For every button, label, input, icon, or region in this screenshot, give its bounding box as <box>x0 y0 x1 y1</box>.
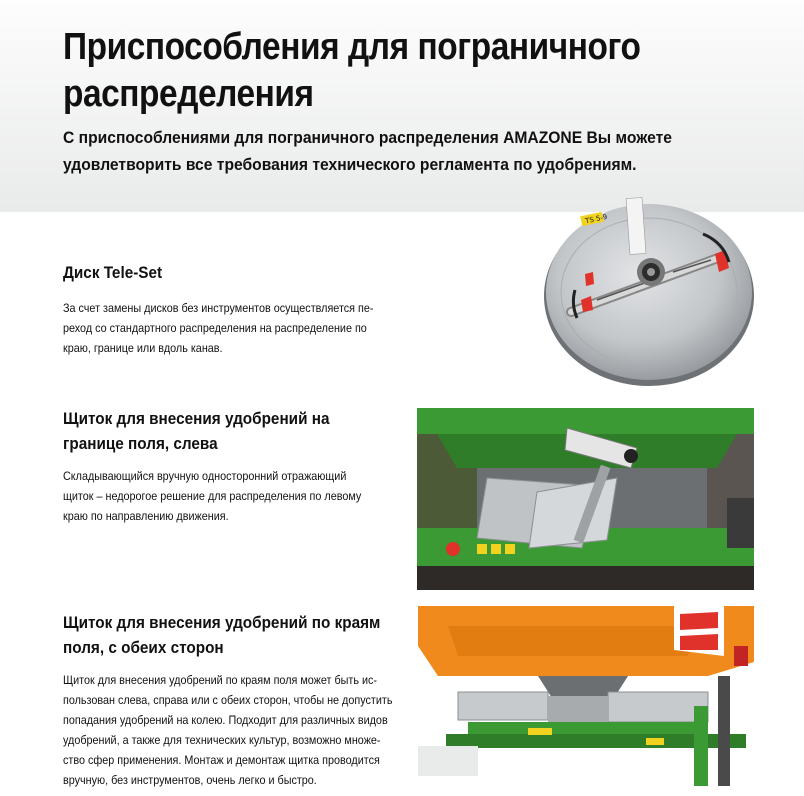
heading-line: Щиток для внесения удобрений по краям <box>63 613 381 632</box>
body-line: удобрений, а также для технических культур, возможно множе- <box>63 733 381 747</box>
section-body-left-shield <box>63 466 361 526</box>
body-line: ство сфер применения. Монтаж и демонтаж щитка проводится <box>63 753 380 767</box>
section-body-tele-set <box>63 298 373 358</box>
both-sides-shield-image <box>418 606 754 790</box>
section-heading-tele-set <box>63 262 162 284</box>
heading-line: границе поля, слева <box>63 434 218 453</box>
section-body-both-sides-shield <box>63 670 392 790</box>
heading-line: Диск Tele-Set <box>63 263 163 282</box>
body-line: реход со стандартного распределения на распределение по <box>63 321 367 335</box>
body-line: пользован слева, справа или с обеих сторон, чтобы не допустить <box>63 693 393 707</box>
body-line: За счет замены дисков без инструментов осуществляется пе- <box>63 301 374 315</box>
subtitle-line: удовлетворить все требования технического регламента по удобрениям. <box>63 155 637 174</box>
body-line: краю по направлению движения. <box>63 509 229 523</box>
section-heading-left-shield <box>63 406 329 456</box>
title-line: Приспособления для пограничного <box>63 26 641 68</box>
title-line: распределения <box>63 73 314 115</box>
page-title <box>63 24 679 118</box>
disc-label: TS 5-9 <box>584 212 609 226</box>
body-line: вручную, без инструментов, очень легко и быстро. <box>63 773 317 787</box>
page-subtitle <box>63 124 707 178</box>
body-line: краю, границе или вдоль канав. <box>63 341 223 355</box>
section-heading-both-sides-shield <box>63 610 380 660</box>
body-line: попадания удобрений на колею. Подходит для различных видов <box>63 713 388 727</box>
body-line: Складывающийся вручную односторонний отражающий <box>63 469 347 483</box>
body-line: щиток – недорогое решение для распределения по левому <box>63 489 362 503</box>
heading-line: поля, с обеих сторон <box>63 638 224 657</box>
body-line: Щиток для внесения удобрений по краям поля может быть ис- <box>63 673 378 687</box>
left-border-shield-image <box>417 408 754 590</box>
subtitle-line: С приспособлениями для пограничного распределения AMAZONE Вы можете <box>63 128 672 147</box>
heading-line: Щиток для внесения удобрений на <box>63 409 330 428</box>
tele-set-disc-image <box>533 192 765 394</box>
